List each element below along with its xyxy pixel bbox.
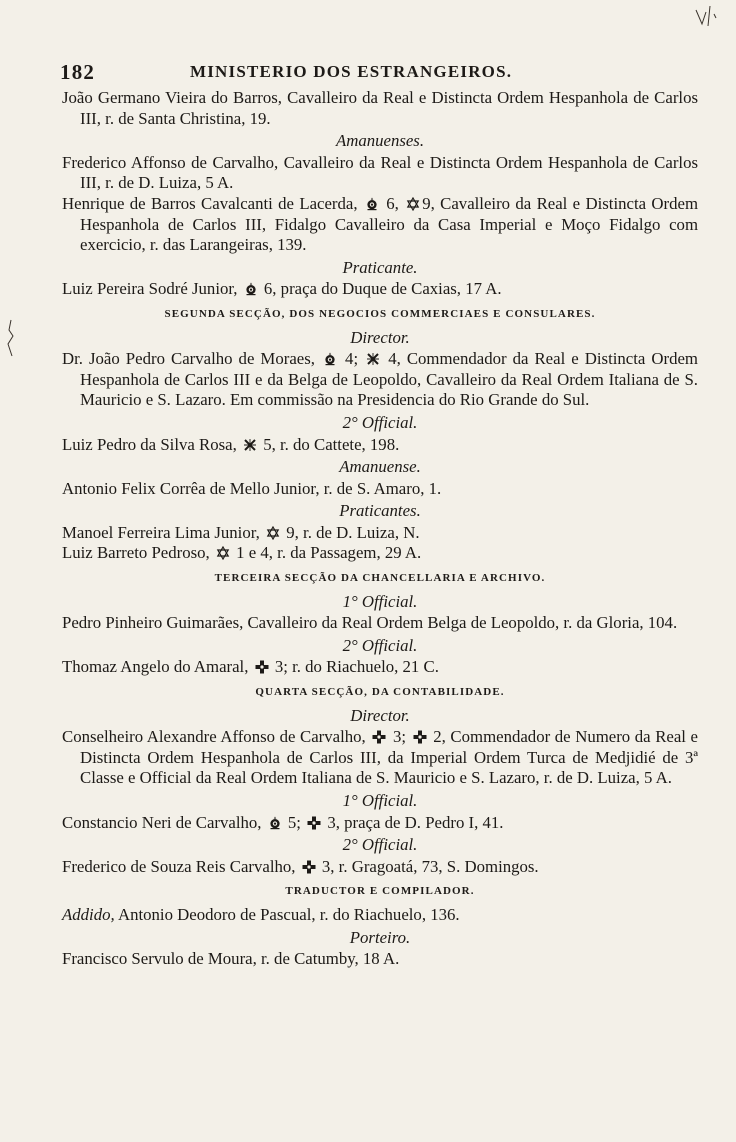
page-header xyxy=(60,60,690,84)
list-item: Henrique de Barros Cavalcanti de Lacerda, 6, 9, Cavalleiro da Real e Distincta Ordem Hespanhola de Carlos III, Fidalgo Cavalleiro da Casa Imperial e Moço Fidalgo com exercicio, r. das Larangeiras, 139. xyxy=(62,193,699,255)
list-item: Addido, Antonio Deodoro de Pascual, r. do Riachuelo, 136. xyxy=(62,904,460,924)
rose-order-icon xyxy=(365,197,379,211)
role-heading: Amanuense. xyxy=(339,457,421,477)
role-heading: 2° Official. xyxy=(342,635,418,655)
list-item: Antonio Felix Corrêa de Mello Junior, r. de S. Amaro, 1. xyxy=(62,478,442,498)
section-heading: QUARTA SECÇÃO, DA CONTABILIDADE. xyxy=(255,686,505,699)
list-item: Luiz Barreto Pedroso, 1 e 4, r. da Passagem, 29 A. xyxy=(62,543,422,563)
list-item: Frederico Affonso de Carvalho, Cavalleiro da Real e Distincta Ordem Hespanhola de Carlos III, r. de D. Luiza, 5 A. xyxy=(62,152,698,193)
southern-cross-order-icon xyxy=(255,660,269,674)
rose-order-icon xyxy=(323,352,337,366)
list-item: Luiz Pedro da Silva Rosa, 5, r. do Cattete, 198. xyxy=(62,434,400,454)
role-heading: 2° Official. xyxy=(342,835,418,855)
southern-cross-order-icon xyxy=(372,730,386,744)
star-order-icon xyxy=(406,197,420,211)
southern-cross-order-icon xyxy=(413,730,427,744)
role-heading: Director. xyxy=(350,327,410,347)
list-item: João Germano Vieira do Barros, Cavalleiro da Real e Distincta Ordem Hespanhola de Carlos III, r. de Santa Christina, 19. xyxy=(62,88,698,128)
star-order-icon xyxy=(266,526,280,540)
role-heading: 2° Official. xyxy=(342,412,418,432)
role-heading: Praticante. xyxy=(342,257,418,277)
section-heading: TERCEIRA SECÇÃO DA CHANCELLARIA E ARCHIVO. xyxy=(214,572,546,585)
star-order-icon xyxy=(216,546,230,560)
section-heading: SEGUNDA SECÇÃO, DOS NEGOCIOS COMMERCIAES E CONSULARES. xyxy=(164,307,596,320)
list-item: Luiz Pereira Sodré Junior, 6, praça do Duque de Caxias, 17 A. xyxy=(62,279,502,299)
list-item: Manoel Ferreira Lima Junior, 9, r. de D. Luiza, N. xyxy=(62,522,420,542)
role-heading: Amanuenses. xyxy=(335,131,425,151)
running-title: MINISTERIO DOS ESTRANGEIROS. xyxy=(190,62,513,81)
role-heading: Director. xyxy=(350,705,410,725)
list-item: Pedro Pinheiro Guimarães, Cavalleiro da Real Ordem Belga de Leopoldo, r. da Gloria, 104. xyxy=(62,613,678,633)
page-number: 182 xyxy=(60,60,96,84)
list-item: Francisco Servulo de Moura, r. de Catumby, 18 A. xyxy=(62,949,400,969)
list-item: Frederico de Souza Reis Carvalho, 3, r. Gragoatá, 73, S. Domingos. xyxy=(62,856,539,876)
cross-order-icon xyxy=(243,438,257,452)
rose-order-icon xyxy=(244,282,258,296)
addido-label: Addido, xyxy=(62,904,115,924)
role-heading: Porteiro. xyxy=(349,927,411,947)
southern-cross-order-icon xyxy=(307,816,321,830)
directory-content xyxy=(62,88,698,970)
section-heading: TRADUCTOR E COMPILADOR. xyxy=(285,885,475,898)
list-item: Thomaz Angelo do Amaral, 3; r. do Riachuelo, 21 C. xyxy=(62,657,439,677)
scan-speck xyxy=(4,318,18,358)
role-heading: 1° Official. xyxy=(342,591,418,611)
list-item: Constancio Neri de Carvalho, 5; 3, praça de D. Pedro I, 41. xyxy=(62,812,504,832)
southern-cross-order-icon xyxy=(302,860,316,874)
list-item: Conselheiro Alexandre Affonso de Carvalho, 3; 2, Commendador de Numero da Real e Distincta Ordem Hespanhola de Carlos III, da Imperial Ordem Turca de Medjidié de 3ª Classe e Official da Real Ordem Italiana de S. Mauricio e S. Lazaro, r. de D. Luiza, 5 A. xyxy=(62,727,699,788)
list-item: Dr. João Pedro Carvalho de Moraes, 4; 4, Commendador da Real e Distincta Ordem Hespanhola de Carlos III e da Belga de Leopoldo, Cavalleiro da Real Ordem Italiana de S. Mauricio e S. Lazaro. Em commissão na Presidencia do Rio Grande do Sul. xyxy=(62,349,698,410)
cross-order-icon xyxy=(366,352,380,366)
scan-speck xyxy=(692,4,720,30)
role-heading: Praticantes. xyxy=(339,501,421,521)
rose-order-icon xyxy=(268,816,282,830)
role-heading: 1° Official. xyxy=(342,791,418,810)
